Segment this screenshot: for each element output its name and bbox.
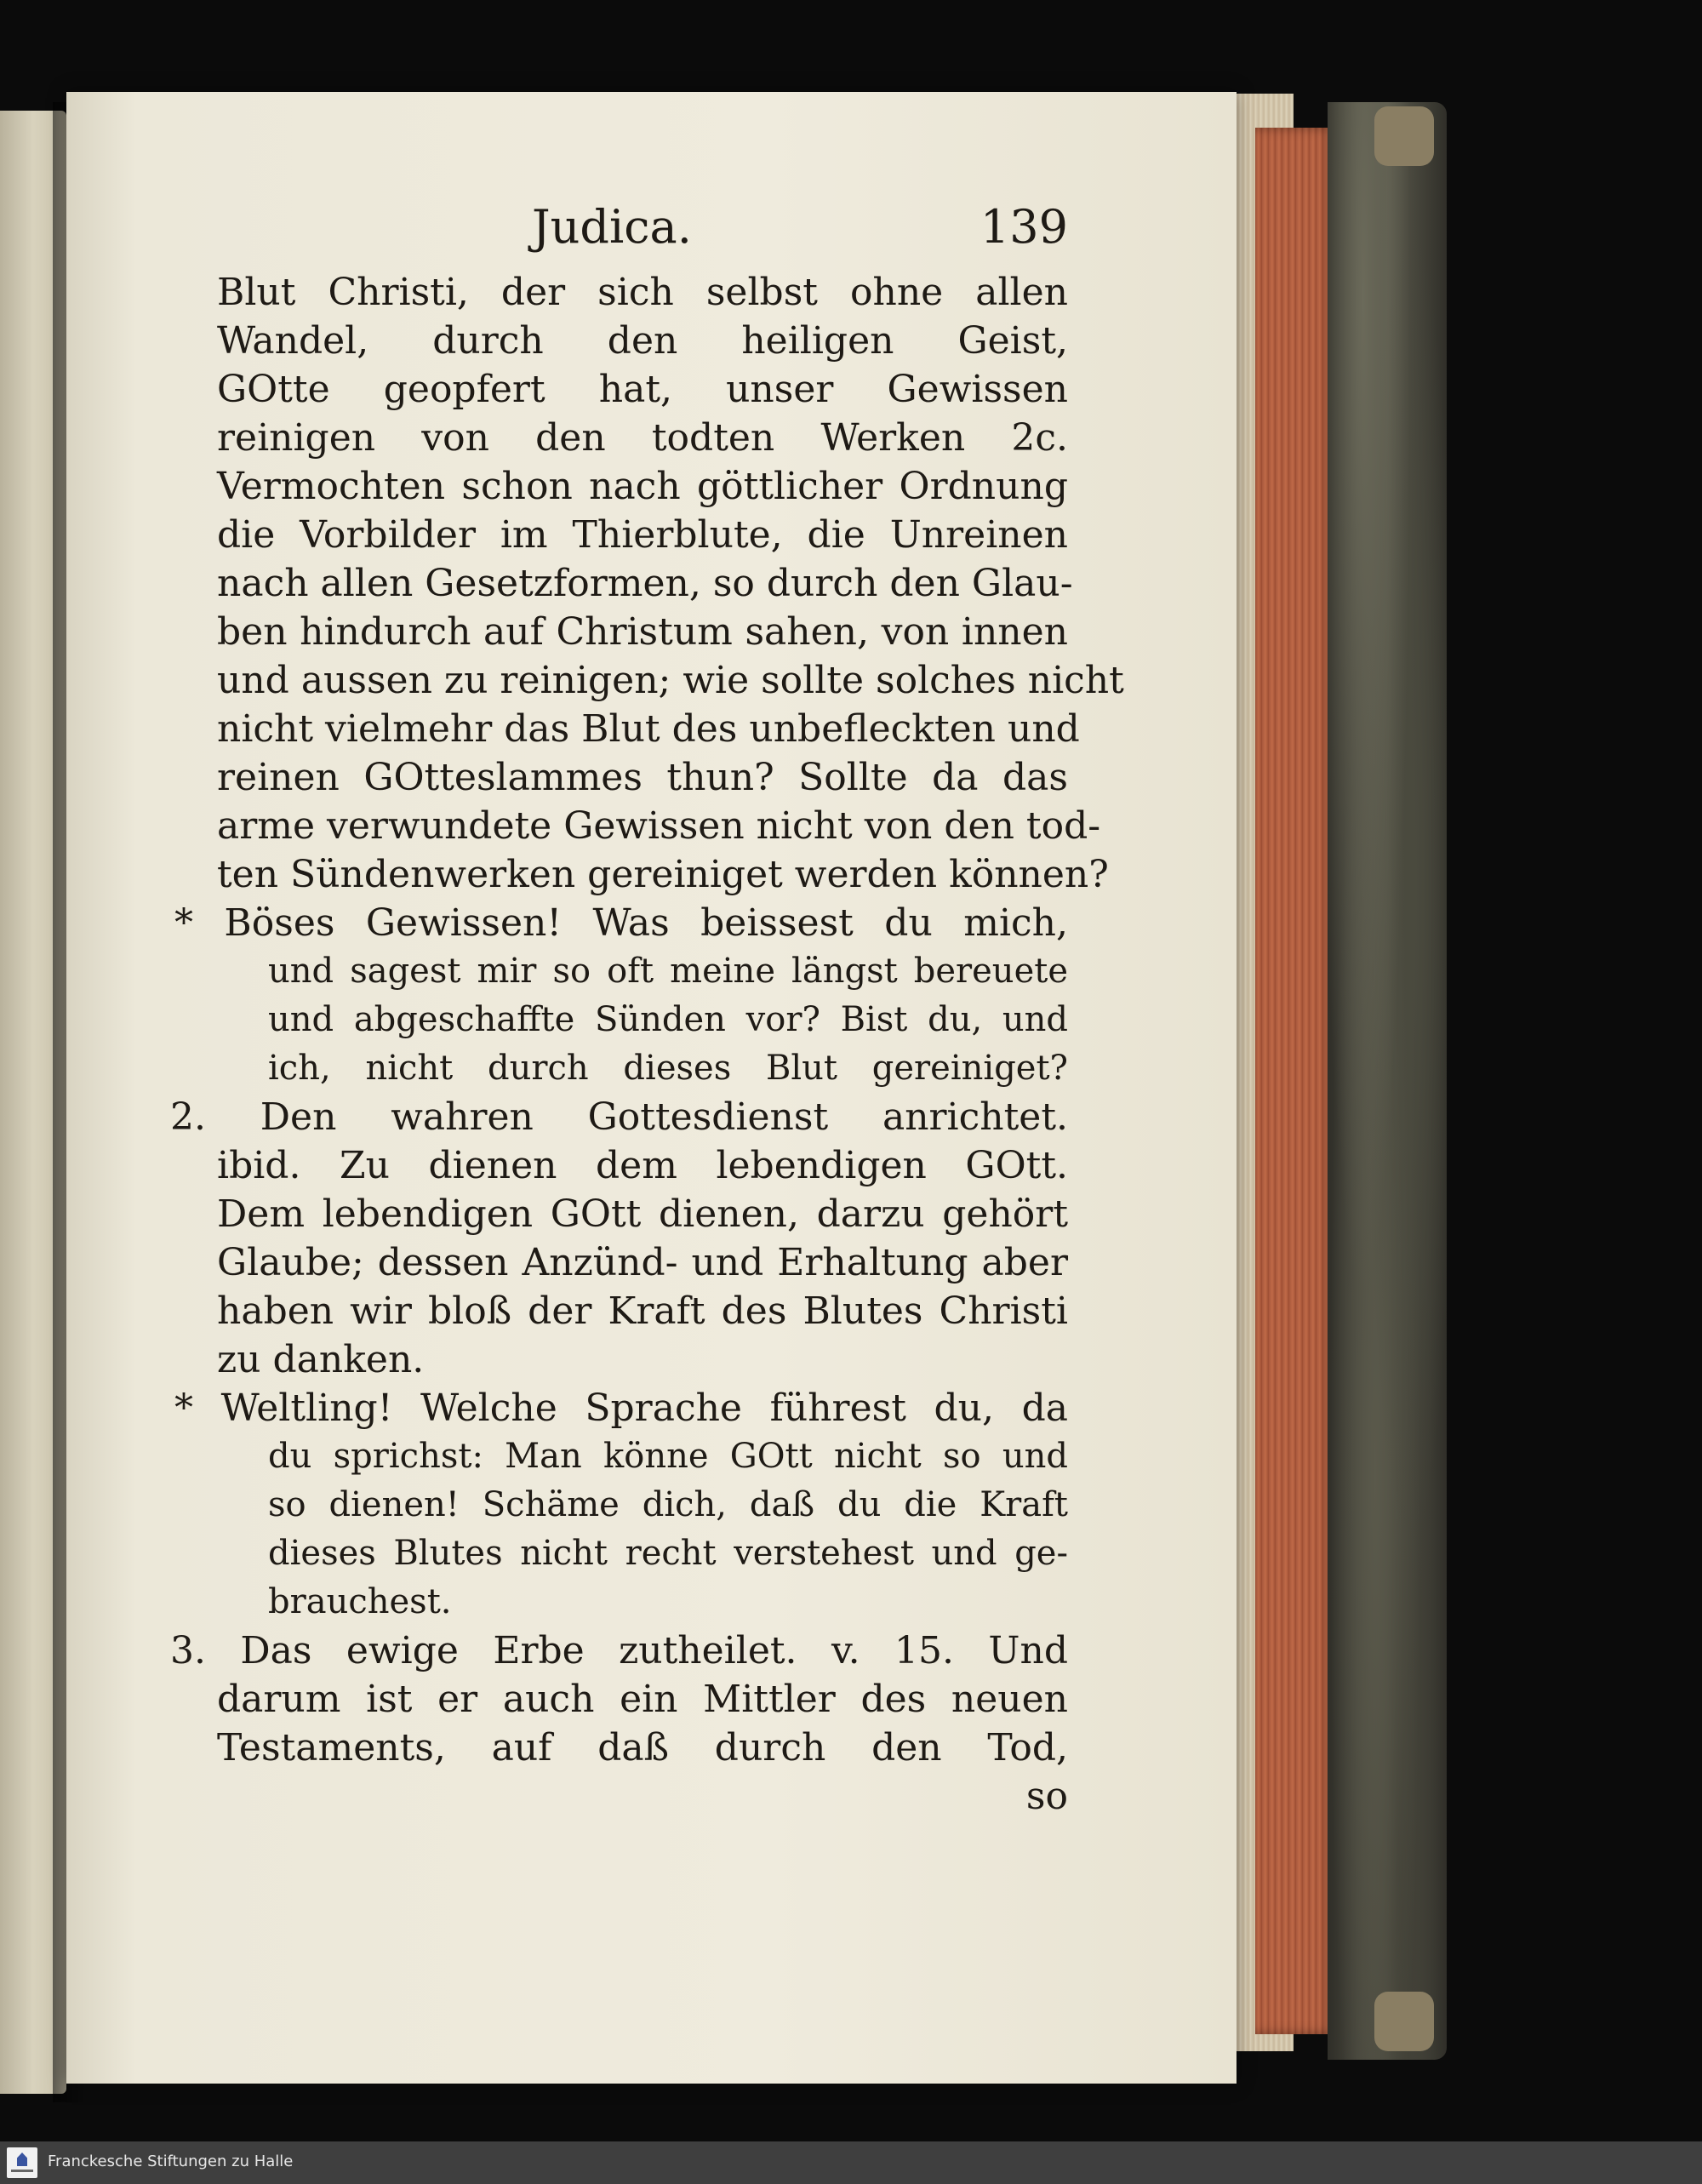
- text-line: Glaube; dessen Anzünd- und Erhaltung aber: [217, 1241, 1068, 1284]
- page-number: 139: [980, 200, 1068, 254]
- text-line: dieses Blutes nicht recht verstehest und ge-: [268, 1534, 1068, 1573]
- red-page-edge: [1255, 128, 1336, 2034]
- text-line: und sagest mir so oft meine längst bereuete: [268, 952, 1068, 991]
- text-line: reinen GOtteslammes thun? Sollte da das: [217, 756, 1068, 799]
- text-line: 2. Den wahren Gottesdienst anrichtet.: [170, 1095, 1068, 1139]
- text-line: * Weltling! Welche Sprache führest du, da: [174, 1386, 1068, 1430]
- cover-corner-top: [1374, 106, 1434, 166]
- text-line: so dienen! Schäme dich, daß du die Kraft: [268, 1485, 1068, 1524]
- text-line: und aussen zu reinigen; wie sollte solches nicht: [217, 659, 1124, 702]
- text-line: Blut Christi, der sich selbst ohne allen: [217, 271, 1068, 314]
- catchword: so: [1025, 1775, 1068, 1818]
- text-line: * Böses Gewissen! Was beissest du mich,: [174, 901, 1068, 945]
- marbled-cover: [1328, 102, 1447, 2060]
- text-line: arme verwundete Gewissen nicht von den tod-: [217, 804, 1101, 848]
- text-line: haben wir bloß der Kraft des Blutes Christi: [217, 1289, 1068, 1333]
- footer-bar: [0, 2141, 1702, 2184]
- text-line: ben hindurch auf Christum sahen, von innen: [217, 610, 1068, 654]
- text-line: reinigen von den todten Werken 2c.: [217, 416, 1068, 460]
- running-head: Judica.: [532, 200, 692, 254]
- text-line: die Vorbilder im Thierblute, die Unreinen: [217, 513, 1068, 557]
- text-line: darum ist er auch ein Mittler des neuen: [217, 1678, 1068, 1721]
- text-line: Vermochten schon nach göttlicher Ordnung: [217, 465, 1068, 508]
- text-line: und abgeschaffte Sünden vor? Bist du, und: [268, 1000, 1068, 1039]
- text-line: du sprichst: Man könne GOtt nicht so und: [268, 1437, 1068, 1476]
- text-line: ten Sündenwerken gereiniget werden können?: [217, 853, 1109, 896]
- text-line: 3. Das ewige Erbe zutheilet. v. 15. Und: [170, 1629, 1068, 1672]
- text-line: Dem lebendigen GOtt dienen, darzu gehört: [217, 1192, 1068, 1236]
- institution-logo-icon: [7, 2147, 37, 2178]
- text-line: GOtte geopfert hat, unser Gewissen: [217, 368, 1068, 411]
- cover-corner-bottom: [1374, 1992, 1434, 2051]
- text-line: zu danken.: [217, 1338, 425, 1381]
- text-line: ich, nicht durch dieses Blut gereiniget?: [268, 1049, 1068, 1088]
- text-line: ibid. Zu dienen dem lebendigen GOtt.: [217, 1144, 1068, 1187]
- text-line: nach allen Gesetzformen, so durch den Glau-: [217, 562, 1073, 605]
- text-line: Wandel, durch den heiligen Geist,: [217, 319, 1068, 363]
- page-text: [170, 192, 1124, 1821]
- text-line: nicht vielmehr das Blut des unbefleckten und: [217, 707, 1080, 751]
- page-header: [217, 192, 1068, 268]
- text-line: brauchest.: [268, 1582, 452, 1621]
- footer-label: Franckesche Stiftungen zu Halle: [48, 2153, 294, 2170]
- text-line: Testaments, auf daß durch den Tod,: [217, 1726, 1068, 1769]
